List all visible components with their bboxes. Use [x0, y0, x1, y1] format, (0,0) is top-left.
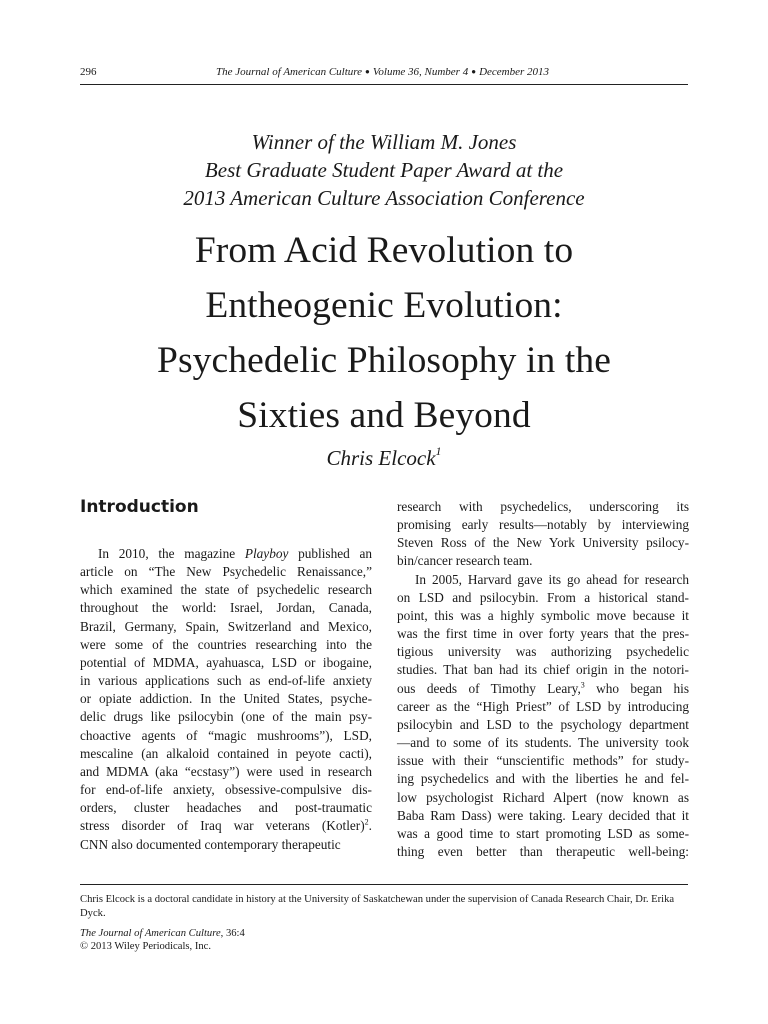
- text-line: Brazil, Germany, Spain, Switzerland and Mexico,: [80, 618, 372, 634]
- right-column: [397, 498, 689, 861]
- text-line: tigious university was authorizing psychedelic: [397, 644, 689, 660]
- text-line: career as the “High Priest” of LSD by introducing: [397, 698, 689, 714]
- article-title: [80, 223, 688, 443]
- text-line: psilocybin and LSD to the psychology department: [397, 716, 689, 732]
- header-rule: [80, 84, 688, 85]
- text-line: choactive agents of “magic mushrooms”), LSD,: [80, 727, 372, 743]
- volume-number: Volume 36, Number 4: [372, 66, 469, 78]
- text-line: or opiate addiction. In the United States, psyche-: [80, 691, 372, 707]
- text-line: potential of MDMA, ayahuasca, LSD or ibogaine,: [80, 654, 372, 670]
- award-notice: [80, 128, 688, 212]
- text-line: was a good time to start promoting LSD as some-: [397, 825, 689, 841]
- text-line: low psychologist Richard Alpert (now known as: [397, 789, 689, 805]
- text-line: orders, cluster headaches and post-traumatic: [80, 800, 372, 816]
- text-line: ing psychedelics and with the liberties he and fel-: [397, 771, 689, 787]
- text-line: throughout the world: Israel, Jordan, Canada,: [80, 600, 372, 616]
- copyright-notice: © 2013 Wiley Periodicals, Inc.: [80, 941, 211, 952]
- title-line: Sixties and Beyond: [237, 395, 531, 436]
- author-byline: [80, 440, 688, 471]
- text-line: mescaline (an alkaloid contained in peyote cacti),: [80, 745, 372, 761]
- body-paragraph: [80, 545, 372, 854]
- section-heading-introduction: Introduction: [80, 497, 199, 517]
- footnote-ref[interactable]: 3: [580, 680, 585, 690]
- bullet-separator: ●: [471, 67, 477, 76]
- page-number: 296: [80, 66, 97, 78]
- text-line: research with psychedelics, underscoring its: [397, 499, 689, 514]
- award-line: Winner of the William M. Jones: [251, 130, 517, 154]
- left-column: [80, 494, 372, 854]
- text-line: ous deeds of Timothy Leary,$^3$ who began his: [397, 680, 689, 696]
- text-line: were some of the countries researching into the: [80, 636, 372, 652]
- text-line: Steven Ross of the New York University psilocy-: [397, 535, 689, 551]
- text-line: In 2005, Harvard gave its go ahead for research: [415, 571, 689, 587]
- author-footnote-mark: 1: [435, 444, 442, 458]
- text-line: point, this was a highly symbolic move because it: [397, 607, 689, 623]
- footnote-rule: [80, 884, 688, 885]
- text-line: article on “The New Psychedelic Renaissance,”: [80, 564, 372, 580]
- text-line: in various applications such as end-of-life anxiety: [80, 673, 372, 689]
- journal-title: The Journal of American Culture: [216, 66, 363, 78]
- text-line: promising early results—notably by interviewing: [397, 517, 689, 533]
- issue-date: December 2013: [479, 66, 550, 78]
- title-line: Entheogenic Evolution:: [205, 285, 563, 326]
- text-line: thing even better than therapeutic well-being:: [397, 843, 689, 859]
- bullet-separator: ●: [365, 67, 370, 76]
- text-line: In 2010, the magazine Playboy published an: [98, 546, 373, 561]
- text-line: which examined the state of psychedelic research: [80, 582, 372, 598]
- journal-issue: , 36:4: [220, 928, 245, 939]
- text-line: and MDMA (aka “ecstasy”) were used in research: [80, 763, 372, 779]
- journal-name: The Journal of American Culture: [80, 928, 221, 939]
- publication-info: [80, 927, 688, 953]
- award-line: 2013 American Culture Association Conference: [183, 186, 585, 210]
- text-line: issue with their “unscientific methods” for study-: [397, 753, 689, 769]
- award-line: Best Graduate Student Paper Award at the: [204, 158, 564, 182]
- title-line: Psychedelic Philosophy in the: [157, 340, 611, 381]
- journal-issue-line: [80, 927, 688, 940]
- text-line: stress disorder of Iraq war veterans (Kotler)$^2$.: [80, 817, 372, 834]
- body-paragraph: [397, 571, 689, 862]
- title-line: From Acid Revolution to: [194, 230, 574, 271]
- text-line: bin/cancer research team.: [397, 553, 533, 569]
- footnote-ref[interactable]: 2: [364, 817, 369, 827]
- author-footnote: Chris Elcock is a doctoral candidate in history at the University of Saskatchewan under the supervision of Canada Research Chair, Dr. Erika Dyck.: [80, 894, 675, 919]
- text-line: was the first time in over forty years that the pres-: [397, 626, 689, 642]
- text-line: —and to some of its students. The university took: [397, 735, 689, 751]
- text-line: CNN also documented contemporary therapeutic: [80, 836, 341, 852]
- journal-citation-line: [216, 63, 549, 82]
- text-line: delic drugs like psilocybin (one of the main psy-: [80, 709, 372, 725]
- text-line: for end-of-life anxiety, obsessive-compulsive dis-: [80, 782, 372, 798]
- running-header: [80, 63, 688, 81]
- body-paragraph: [397, 498, 689, 571]
- text-line: on LSD and psilocybin. From a historical stand-: [397, 589, 689, 605]
- author-name: Chris Elcock: [326, 446, 436, 470]
- text-line: Baba Ram Dass) were taking. Leary decided that it: [397, 807, 689, 823]
- magazine-name: Playboy: [244, 546, 289, 561]
- text-line: studies. That ban had its chief origin in the notori-: [397, 662, 689, 678]
